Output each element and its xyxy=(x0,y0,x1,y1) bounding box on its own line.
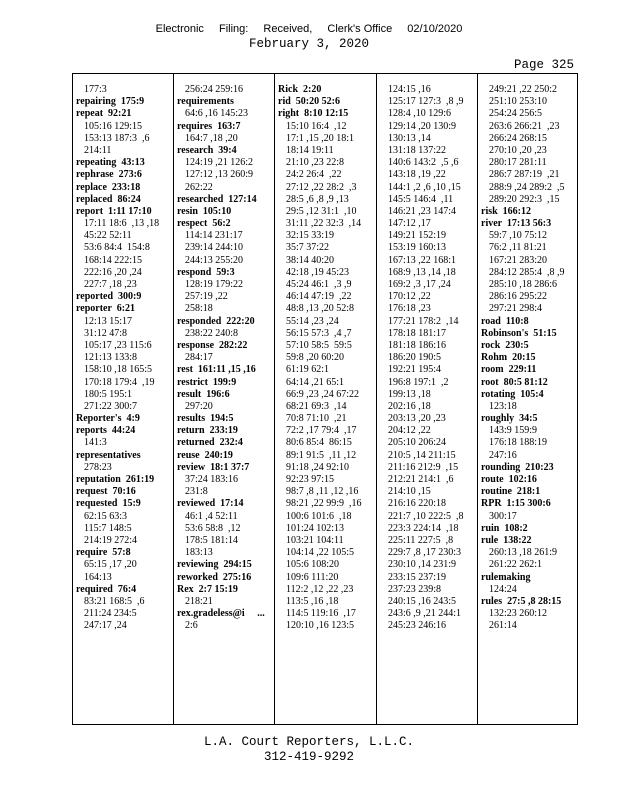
index-reference: 98:7 ,8 ,11 ,12 ,16 xyxy=(286,486,359,498)
filing-word-3: Received, xyxy=(263,23,313,35)
index-reference: 284:12 285:4 ,8 ,9 xyxy=(489,266,565,278)
index-reference: 211:24 234:5 xyxy=(84,608,137,620)
index-reference: 211:16 212:9 ,15 xyxy=(388,461,459,473)
index-reference: 204:12 ,22 xyxy=(388,425,431,437)
index-term: Robinson's 51:15 xyxy=(481,327,557,339)
index-term: reported 300:9 xyxy=(76,291,142,303)
index-reference: 104:14 ,22 105:5 xyxy=(286,547,355,559)
index-reference: 130:13 ,14 xyxy=(388,132,431,144)
index-reference: 68:21 69:3 ,14 xyxy=(286,400,347,412)
index-reference: 176:18 ,23 xyxy=(388,303,431,315)
index-reference: 205:10 206:24 xyxy=(388,437,447,449)
index-term: response 282:22 xyxy=(177,339,248,351)
filing-stamp xyxy=(0,22,618,36)
index-reference: 83:21 168:5 ,6 xyxy=(84,595,145,607)
index-reference: 17:1 ,15 ,20 18:1 xyxy=(286,132,355,144)
index-column-1 xyxy=(73,74,174,724)
index-reference: 42:18 ,19 45:23 xyxy=(286,266,350,278)
index-reference: 114:14 231:17 xyxy=(185,230,243,242)
index-term: rotating 105:4 xyxy=(481,388,544,400)
index-column-3 xyxy=(275,74,377,724)
index-reference: 105:16 129:15 xyxy=(84,120,143,132)
index-reference: 196:8 197:1 ,2 xyxy=(388,376,449,388)
index-reference: 112:2 ,12 ,22 ,23 xyxy=(286,583,354,595)
index-reference: 167:21 283:20 xyxy=(489,254,548,266)
index-term: rulemaking xyxy=(481,571,531,583)
index-term: responded 222:20 xyxy=(177,315,255,327)
index-reference: 61:19 62:1 xyxy=(286,364,330,376)
index-reference: 237:23 239:8 xyxy=(388,583,442,595)
page-number: Page 325 xyxy=(513,58,574,72)
index-reference: 57:10 58:5 59:5 xyxy=(286,339,352,351)
index-reference: 177:3 xyxy=(84,84,107,95)
index-term: respect 56:2 xyxy=(177,218,231,230)
transcript-date: February 3, 2020 xyxy=(248,37,370,51)
index-reference: 227:7 ,18 ,23 xyxy=(84,279,137,290)
index-term: Rohm 20:15 xyxy=(481,352,536,364)
index-term: right 8:10 12:15 xyxy=(278,108,349,120)
index-reference: 64:14 ,21 65:1 xyxy=(286,376,345,388)
index-reference: 27:12 ,22 28:2 ,3 xyxy=(286,181,357,193)
index-reference: 153:19 160:13 xyxy=(388,242,447,254)
index-term: replaced 86:24 xyxy=(76,193,141,205)
index-reference: 91:18 ,24 92:10 xyxy=(286,461,350,473)
index-reference: 203:13 ,20 ,23 xyxy=(388,413,446,425)
index-term: returned 232:4 xyxy=(177,437,243,449)
index-reference: 114:5 119:16 ,17 xyxy=(286,608,356,620)
index-term: rest 161:11 ,15 ,16 xyxy=(177,364,256,376)
index-reference: 45:22 52:11 xyxy=(84,230,132,242)
index-reference: 286:7 287:19 ,21 xyxy=(489,169,560,181)
index-term: reports 44:24 xyxy=(76,425,136,437)
index-reference: 124:15 ,16 xyxy=(388,84,431,95)
index-reference: 247:17 ,24 xyxy=(84,620,127,632)
footer-company: L.A. Court Reporters, L.L.C. xyxy=(203,735,415,749)
index-term: result 196:6 xyxy=(177,388,230,400)
index-reference: 129:14 ,20 130:9 xyxy=(388,120,457,132)
index-term: repairing 175:9 xyxy=(76,96,145,108)
index-reference: 64:6 ,16 145:23 xyxy=(185,108,249,120)
index-reference: 271:22 300:7 xyxy=(84,400,138,412)
index-reference: 18:14 19:11 xyxy=(286,144,334,156)
index-reference: 280:17 281:11 xyxy=(489,157,547,169)
index-reference: 167:13 ,22 168:1 xyxy=(388,254,457,266)
index-reference: 177:21 178:2 ,14 xyxy=(388,315,459,327)
index-reference: 178:5 181:14 xyxy=(185,534,239,546)
index-reference: 46:14 47:19 ,22 xyxy=(286,291,352,303)
index-term: river 17:13 56:3 xyxy=(481,218,552,230)
index-reference: 35:7 37:22 xyxy=(286,242,330,254)
index-reference: 260:13 ,18 261:9 xyxy=(489,547,558,559)
index-term: request 70:16 xyxy=(76,486,136,498)
index-reference: 59:7 ,10 75:12 xyxy=(489,230,548,242)
index-reference: 72:2 ,17 79:4 ,17 xyxy=(286,425,357,437)
index-reference: 98:21 ,22 99:9 ,16 xyxy=(286,498,362,510)
index-term: risk 166:12 xyxy=(481,205,531,217)
index-reference: 262:22 xyxy=(185,181,213,193)
index-reference: 76:2 ,11 81:21 xyxy=(489,242,547,254)
index-reference: 65:15 ,17 ,20 xyxy=(84,559,137,571)
index-reference: 243:6 ,9 ,21 244:1 xyxy=(388,608,462,620)
index-reference: 105:6 108:20 xyxy=(286,559,340,571)
index-term: report 1:11 17:10 xyxy=(76,205,152,217)
index-reference: 92:23 97:15 xyxy=(286,474,335,485)
index-reference: 29:5 ,12 31:1 ,10 xyxy=(286,205,357,217)
index-reference: 37:24 183:16 xyxy=(185,474,239,485)
index-reference: 147:12 ,17 xyxy=(388,218,431,230)
index-reference: 218:21 xyxy=(185,595,213,607)
index-reference: 149:21 152:19 xyxy=(388,230,447,242)
index-reference: 131:18 137:22 xyxy=(388,144,447,156)
filing-word-5: 02/10/2020 xyxy=(407,23,463,35)
index-reference: 238:22 240:8 xyxy=(185,327,239,339)
index-reference: 199:13 ,18 xyxy=(388,388,431,400)
index-reference: 239:14 244:10 xyxy=(185,242,244,254)
index-reference: 89:1 91:5 ,11 ,12 xyxy=(286,449,357,461)
index-reference: 256:24 259:16 xyxy=(185,84,244,95)
index-reference: 153:13 187:3 ,6 xyxy=(84,132,150,144)
index-term: reworked 275:16 xyxy=(177,571,252,583)
index-term: root 80:5 81:12 xyxy=(481,376,548,388)
index-term: review 18:1 37:7 xyxy=(177,461,250,473)
index-reference: 233:15 237:19 xyxy=(388,571,447,583)
index-column-4 xyxy=(377,74,478,724)
index-term: room 229:11 xyxy=(481,364,537,376)
index-term: reputation 261:19 xyxy=(76,474,155,485)
index-term: reporter 6:21 xyxy=(76,303,136,315)
index-reference: 297:21 298:4 xyxy=(489,303,543,315)
index-term: repeat 92:21 xyxy=(76,108,132,120)
index-term: rules 27:5 ,8 28:15 xyxy=(481,595,562,607)
index-term: rule 138:22 xyxy=(481,534,532,546)
filing-word-1: Electronic xyxy=(155,23,204,35)
index-reference: 53:6 84:4 154:8 xyxy=(84,242,150,254)
index-reference: 210:5 ,14 211:15 xyxy=(388,449,456,461)
index-term: required 76:4 xyxy=(76,583,137,595)
index-term: ruin 108:2 xyxy=(481,522,528,534)
index-reference: 286:16 295:22 xyxy=(489,291,548,303)
index-term: rephrase 273:6 xyxy=(76,169,142,181)
index-term: route 102:16 xyxy=(481,474,537,485)
index-reference: 288:9 ,24 289:2 ,5 xyxy=(489,181,565,193)
index-reference: 24:2 26:4 ,22 xyxy=(286,169,342,181)
index-reference: 124:24 xyxy=(489,583,517,595)
index-reference: 12:13 15:17 xyxy=(84,315,133,327)
index-reference: 254:24 256:5 xyxy=(489,108,543,120)
index-reference: 240:15 ,16 243:5 xyxy=(388,595,457,607)
index-reference: 115:7 148:5 xyxy=(84,522,132,534)
index-reference: 245:23 246:16 xyxy=(388,620,447,632)
index-reference: 300:17 xyxy=(489,510,517,522)
index-reference: 121:13 133:8 xyxy=(84,352,138,364)
index-reference: 221:7 ,10 222:5 ,8 xyxy=(388,510,464,522)
index-reference: 263:6 266:21 ,23 xyxy=(489,120,560,132)
index-reference: 247:16 xyxy=(489,449,517,461)
index-reference: 176:18 188:19 xyxy=(489,437,548,449)
index-term: rid 50:20 52:6 xyxy=(278,96,340,108)
index-reference: 109:6 111:20 xyxy=(286,571,339,583)
index-reference: 258:18 xyxy=(185,303,213,315)
index-reference: 100:6 101:6 ,18 xyxy=(286,510,352,522)
index-term: RPR 1:15 300:6 xyxy=(481,498,551,510)
index-reference: 113:5 ,16 ,18 xyxy=(286,595,339,607)
index-reference: 46:1 ,4 52:11 xyxy=(185,510,238,522)
index-reference: 261:22 262:1 xyxy=(489,559,543,571)
index-term: return 233:19 xyxy=(177,425,238,437)
filing-word-4: Clerk's Office xyxy=(327,23,393,35)
index-reference: 123:18 xyxy=(489,400,517,412)
index-reference: 55:14 ,23 ,24 xyxy=(286,315,339,327)
index-term: Rick 2:20 xyxy=(278,84,322,95)
index-reference: 266:24 268:15 xyxy=(489,132,548,144)
index-reference: 202:16 ,18 xyxy=(388,400,431,412)
index-term: research 39:4 xyxy=(177,144,237,156)
index-term: road 110:8 xyxy=(481,315,529,327)
index-reference: 270:10 ,20 ,23 xyxy=(489,144,547,156)
index-reference: 192:21 195:4 xyxy=(388,364,442,376)
index-reference: 38:14 40:20 xyxy=(286,254,335,266)
footer-phone: 312-419-9292 xyxy=(263,750,354,764)
index-term: reviewing 294:15 xyxy=(177,559,252,571)
index-reference: 32:15 33:19 xyxy=(286,230,335,242)
index-reference: 168:9 ,13 ,14 ,18 xyxy=(388,266,456,278)
index-term: rex.gradeless@i ... xyxy=(177,608,265,620)
index-term: Reporter's 4:9 xyxy=(76,413,140,425)
index-reference: 140:6 143:2 ,5 ,6 xyxy=(388,157,459,169)
index-term: rock 230:5 xyxy=(481,339,529,351)
index-term: requires 163:7 xyxy=(177,120,241,132)
index-reference: 225:11 227:5 ,8 xyxy=(388,534,454,546)
index-reference: 146:21 ,23 147:4 xyxy=(388,205,457,217)
index-reference: 164:7 ,18 ,20 xyxy=(185,132,238,144)
index-reference: 244:13 255:20 xyxy=(185,254,244,266)
index-reference: 128:4 ,10 129:6 xyxy=(388,108,452,120)
index-reference: 214:10 ,15 xyxy=(388,486,431,498)
index-reference: 31:12 47:8 xyxy=(84,327,128,339)
index-reference: 178:18 181:17 xyxy=(388,327,447,339)
index-reference: 231:8 xyxy=(185,486,208,498)
index-reference: 289:20 292:3 ,15 xyxy=(489,193,560,205)
index-reference: 141:3 xyxy=(84,437,107,449)
index-reference: 216:16 220:18 xyxy=(388,498,447,510)
index-column-2 xyxy=(174,74,275,724)
index-reference: 181:18 186:16 xyxy=(388,339,447,351)
index-term: researched 127:14 xyxy=(177,193,257,205)
index-reference: 56:15 57:3 ,4 ,7 xyxy=(286,327,352,339)
index-reference: 214:11 xyxy=(84,144,112,156)
index-term: Rex 2:7 15:19 xyxy=(177,583,238,595)
index-reference: 105:17 ,23 115:6 xyxy=(84,339,152,351)
index-term: results 194:5 xyxy=(177,413,234,425)
index-reference: 284:17 xyxy=(185,352,213,364)
index-reference: 164:13 xyxy=(84,571,112,583)
index-reference: 120:10 ,16 123:5 xyxy=(286,620,355,632)
index-reference: 2:6 xyxy=(185,620,198,632)
index-reference: 17:11 18:6 ,13 ,18 xyxy=(84,218,160,230)
index-reference: 28:5 ,6 ,8 ,9 ,13 xyxy=(286,193,349,205)
filing-word-2: Filing: xyxy=(218,23,249,35)
index-reference: 128:19 179:22 xyxy=(185,279,244,290)
index-reference: 143:9 159:9 xyxy=(489,425,538,437)
index-reference: 53:6 58:8 ,12 xyxy=(185,522,241,534)
index-reference: 144:1 ,2 ,6 ,10 ,15 xyxy=(388,181,461,193)
index-reference: 169:2 ,3 ,17 ,24 xyxy=(388,279,451,290)
index-term: require 57:8 xyxy=(76,547,131,559)
index-reference: 59:8 ,20 60:20 xyxy=(286,352,345,364)
index-table xyxy=(72,73,578,725)
index-term: resin 105:10 xyxy=(177,205,232,217)
index-reference: 223:3 224:14 ,18 xyxy=(388,522,459,534)
index-term: respond 59:3 xyxy=(177,266,235,278)
index-reference: 170:12 ,22 xyxy=(388,291,431,303)
index-reference: 21:10 ,23 22:8 xyxy=(286,157,345,169)
index-reference: 183:13 xyxy=(185,547,213,559)
index-reference: 132:23 260:12 xyxy=(489,608,548,620)
index-reference: 285:10 ,18 286:6 xyxy=(489,279,558,290)
index-term: roughly 34:5 xyxy=(481,413,538,425)
index-column-5 xyxy=(478,74,578,724)
index-reference: 127:12 ,13 260:9 xyxy=(185,169,254,181)
index-term: rounding 210:23 xyxy=(481,461,554,473)
index-reference: 62:15 63:3 xyxy=(84,510,128,522)
index-reference: 261:14 xyxy=(489,620,517,632)
index-reference: 70:8 71:10 ,21 xyxy=(286,413,347,425)
index-reference: 249:21 ,22 250:2 xyxy=(489,84,558,95)
index-reference: 214:19 272:4 xyxy=(84,534,138,546)
index-reference: 143:18 ,19 ,22 xyxy=(388,169,446,181)
index-reference: 297:20 xyxy=(185,400,213,412)
index-term: reviewed 17:14 xyxy=(177,498,244,510)
index-reference: 257:19 ,22 xyxy=(185,291,228,303)
index-reference: 229:7 ,8 ,17 230:3 xyxy=(388,547,462,559)
index-term: routine 218:1 xyxy=(481,486,541,498)
index-term: requirements xyxy=(177,96,234,108)
index-reference: 170:18 179:4 ,19 xyxy=(84,376,155,388)
index-reference: 212:21 214:1 ,6 xyxy=(388,474,454,485)
index-term: replace 233:18 xyxy=(76,181,141,193)
index-reference: 251:10 253:10 xyxy=(489,96,548,108)
index-reference: 45:24 46:1 ,3 ,9 xyxy=(286,279,352,290)
index-term: reuse 240:19 xyxy=(177,449,233,461)
index-reference: 101:24 102:13 xyxy=(286,522,345,534)
index-reference: 15:10 16:4 ,12 xyxy=(286,120,347,132)
index-reference: 230:10 ,14 231:9 xyxy=(388,559,457,571)
index-term: restrict 199:9 xyxy=(177,376,237,388)
index-term: representatives xyxy=(76,449,141,461)
index-reference: 66:9 ,23 ,24 67:22 xyxy=(286,388,360,400)
index-reference: 103:21 104:11 xyxy=(286,534,344,546)
index-term: repeating 43:13 xyxy=(76,157,145,169)
index-reference: 48:8 ,13 ,20 52:8 xyxy=(286,303,355,315)
index-reference: 222:16 ,20 ,24 xyxy=(84,266,142,278)
index-term: requested 15:9 xyxy=(76,498,141,510)
index-reference: 180:5 195:1 xyxy=(84,388,133,400)
index-reference: 125:17 127:3 ,8 ,9 xyxy=(388,96,464,108)
index-reference: 80:6 85:4 86:15 xyxy=(286,437,352,449)
index-reference: 145:5 146:4 ,11 xyxy=(388,193,454,205)
index-reference: 158:10 ,18 165:5 xyxy=(84,364,153,376)
index-reference: 186:20 190:5 xyxy=(388,352,442,364)
index-reference: 278:23 xyxy=(84,461,112,473)
index-reference: 168:14 222:15 xyxy=(84,254,143,266)
index-reference: 124:19 ,21 126:2 xyxy=(185,157,254,169)
index-reference: 31:11 ,22 32:3 ,14 xyxy=(286,218,362,230)
